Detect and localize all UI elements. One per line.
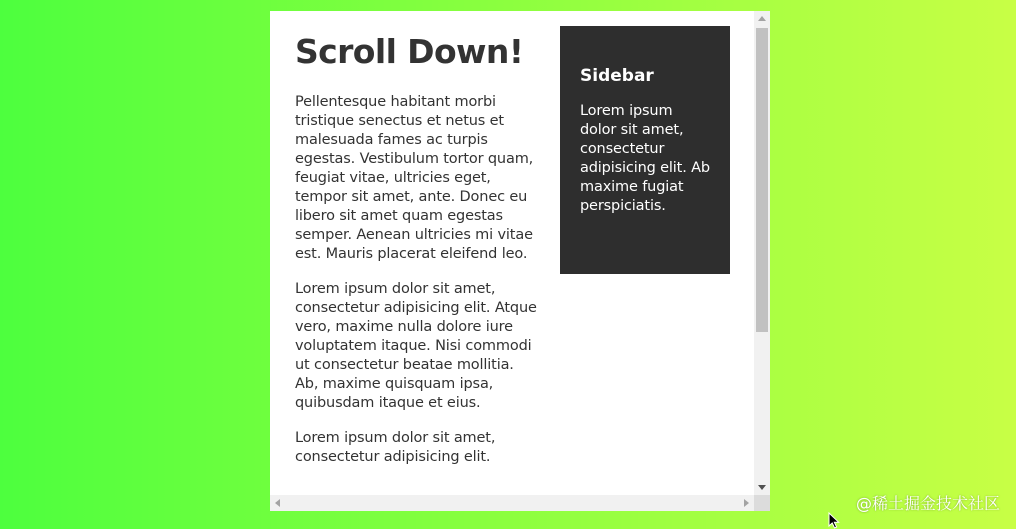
triangle-left-icon: [275, 499, 280, 507]
horizontal-scrollbar[interactable]: [270, 495, 754, 511]
scroll-up-button[interactable]: [754, 11, 770, 27]
triangle-down-icon: [758, 485, 766, 490]
paragraph-3: Lorem ipsum dolor sit amet, consectetur adipisicing elit.: [295, 430, 496, 465]
page-title: Scroll Down!: [295, 32, 524, 71]
scroll-right-button[interactable]: [738, 495, 754, 511]
sidebar-title: Sidebar: [580, 66, 654, 86]
mouse-cursor-icon: [828, 512, 842, 529]
main-column: [295, 29, 537, 467]
paragraph-1: Pellentesque habitant morbi tristique senectus et netus et malesuada fames ac turpis egestas. Vestibulum tortor quam, feugiat vitae, ultricies eget, tempor sit amet, ante. Donec eu libero sit amet quam egestas semper. Aenean ultricies mi vitae est. Mauris placerat eleifend leo.: [295, 94, 534, 262]
scroll-content: [270, 11, 754, 495]
triangle-right-icon: [744, 499, 749, 507]
vertical-scroll-thumb[interactable]: [756, 28, 768, 332]
paragraph-2: Lorem ipsum dolor sit amet, consectetur adipisicing elit. Atque vero, maxime nulla dolore iure voluptatem itaque. Nisi commodi ut consectetur beatae mollitia. Ab, maxime quisquam ipsa, quibusdam itaque et eius.: [295, 281, 537, 411]
scroll-left-button[interactable]: [270, 495, 286, 511]
sidebar: [560, 26, 730, 274]
triangle-up-icon: [758, 16, 766, 21]
scroll-down-button[interactable]: [754, 479, 770, 495]
scroll-container[interactable]: [270, 11, 770, 511]
vertical-scrollbar[interactable]: [754, 11, 770, 495]
sidebar-text: Lorem ipsum dolor sit amet, consectetur adipisicing elit. Ab maxime fugiat perspiciatis.: [580, 103, 710, 214]
scrollbar-corner: [754, 495, 770, 511]
watermark: @稀土掘金技术社区: [855, 494, 1000, 513]
